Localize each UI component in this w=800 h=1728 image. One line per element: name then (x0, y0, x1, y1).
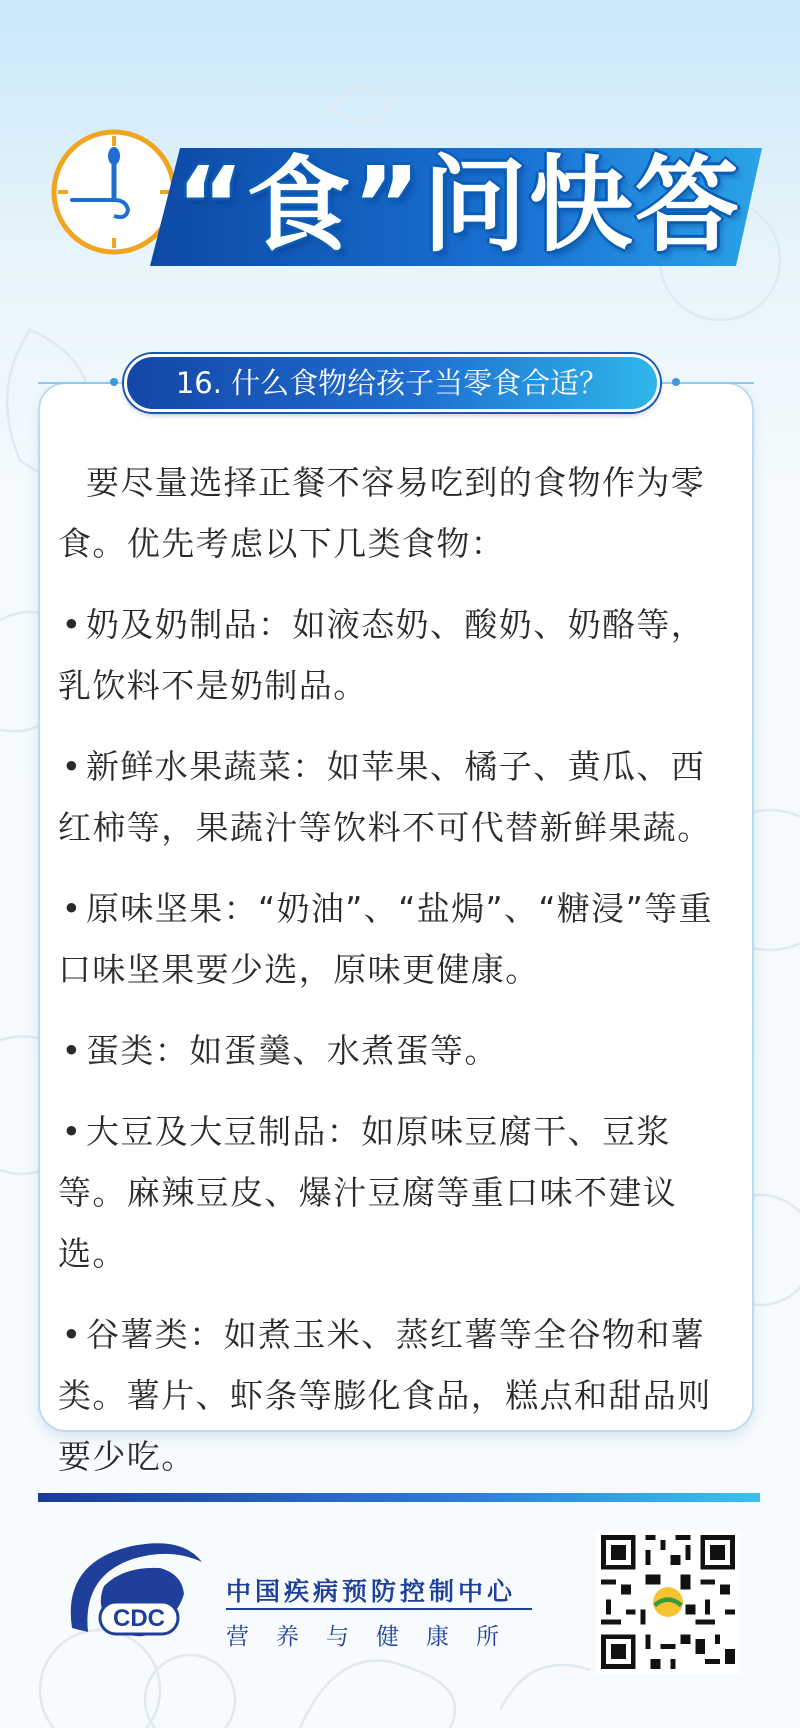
cdc-logo-text: CDC (113, 1605, 165, 1632)
bullet-icon: • (61, 889, 83, 928)
answer-text (58, 452, 734, 1507)
footer-divider (38, 1493, 760, 1502)
bullet-icon: • (61, 747, 83, 786)
list-item: • 奶及奶制品：如液态奶、酸奶、奶酪等，乳饮料不是奶制品。 (58, 594, 734, 716)
page-title: “食”问快答 (176, 144, 741, 266)
org-name: 中国疾病预防控制中心 (226, 1577, 517, 1606)
question-heading: 16. 什么食物给孩子当零食合适？ (124, 354, 660, 412)
qr-code-icon (596, 1530, 740, 1674)
list-item: • 新鲜水果蔬菜：如苹果、橘子、黄瓜、西红柿等，果蔬汁等饮料不可代替新鲜果蔬。 (58, 736, 734, 858)
bullet-icon: • (61, 1031, 83, 1070)
cdc-logo (52, 1532, 212, 1652)
bullet-icon: • (61, 1315, 83, 1354)
bullet-icon: • (61, 1112, 83, 1151)
intro-paragraph: 要尽量选择正餐不容易吃到的食物作为零食。优先考虑以下几类食物： (58, 463, 706, 563)
org-divider (226, 1608, 532, 1610)
list-item: • 谷薯类：如煮玉米、蒸红薯等全谷物和薯类。薯片、虾条等膨化食品，糕点和甜品则要少吃。 (58, 1304, 734, 1487)
org-subtitle: 营养与健康所 (226, 1624, 526, 1650)
card-line-dot (672, 378, 680, 386)
card-top-line-left (38, 382, 118, 384)
list-item: • 大豆及大豆制品：如原味豆腐干、豆浆等。麻辣豆皮、爆汁豆腐等重口味不建议选。 (58, 1101, 734, 1284)
list-item: • 蛋类：如蛋羹、水煮蛋等。 (58, 1020, 734, 1081)
bullet-icon: • (61, 605, 83, 644)
list-item: • 原味坚果：“奶油”、“盐焗”、“糖浸”等重口味坚果要少选，原味更健康。 (58, 878, 734, 1000)
card-line-dot (110, 378, 118, 386)
